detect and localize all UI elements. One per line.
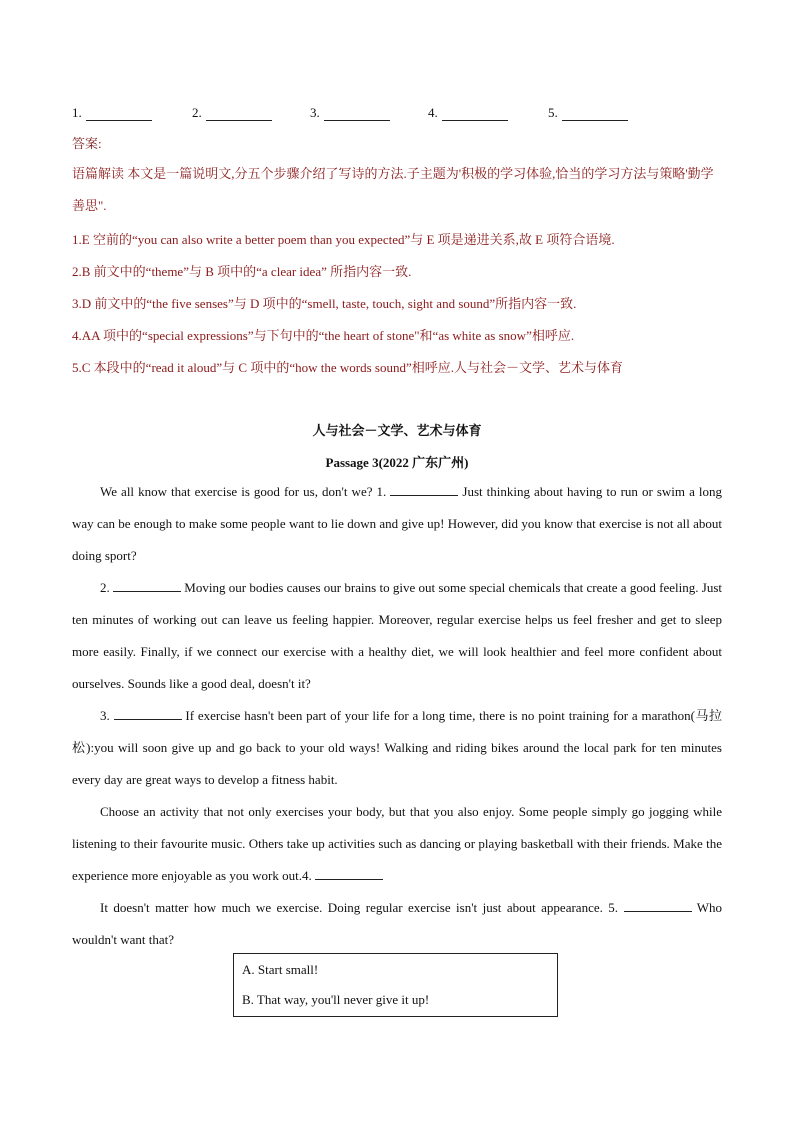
answer-blank-5[interactable] (548, 101, 658, 121)
blank-number: 3. (310, 105, 320, 120)
answer-blank-3[interactable] (310, 101, 428, 121)
options-box (233, 953, 558, 1017)
paragraph-3 (72, 700, 722, 796)
answer-blank-2[interactable] (192, 101, 310, 121)
answer-blanks-row (72, 101, 722, 121)
blank-2-line[interactable] (113, 578, 181, 592)
paragraph-2 (72, 572, 722, 700)
paragraph-text: It doesn't matter how much we exercise. Doing regular exercise isn't just about appearance. 5. (100, 900, 619, 915)
blank-line (86, 106, 152, 121)
blank-number: 4. (428, 105, 438, 120)
answer-blank-4[interactable] (428, 101, 548, 121)
paragraph-text: 2. (100, 580, 110, 595)
option-b[interactable]: B. That way, you'll never give it up! (242, 992, 430, 1007)
blank-line (324, 106, 390, 121)
paragraph-text: Who wouldn't want that? (72, 900, 722, 947)
paragraph-5 (72, 892, 722, 956)
section-title: 人与社会－文学、艺术与体育 (312, 423, 482, 438)
paragraph-4 (72, 796, 722, 892)
passage-body (72, 476, 722, 956)
paragraph-text: If exercise hasn't been part of your life for a long time, there is no point training for a marathon(马拉松):you will soon give up and go back to your old ways! Walking and riding bikes around the local park for ten minutes every day are great ways to develop a fitness habit. (72, 708, 723, 787)
passage-title: Passage 3(2022 广东广州) (325, 455, 469, 470)
answer-list (72, 224, 722, 384)
answer-item-3: 3.D 前文中的“the five senses”与 D 项中的“smell, taste, touch, sight and sound”所指内容一致. (72, 296, 577, 311)
blank-line (206, 106, 272, 121)
answer-item-5: 5.C 本段中的“read it aloud”与 C 项中的“how the words sound”相呼应.人与社会－文学、艺术与体育 (72, 360, 624, 375)
blank-line (442, 106, 508, 121)
paragraph-1 (72, 476, 722, 572)
passage-explanation: 语篇解读 本文是一篇说明文,分五个步骤介绍了写诗的方法.子主题为'积极的学习体验,恰当的学习方法与策略'勤学善思". (72, 166, 714, 213)
answer-label: 答案: (72, 136, 102, 151)
paragraph-text: Moving our bodies causes our brains to give out some special chemicals that create a good feeling. Just ten minutes of working out can leave us feeling happier. Moreover, regular exercise helps us feel fresher and get to sleep more easily. Finally, if we connect our exercise with a healthy diet, we will look healthier and feel more confident about ourselves. Sounds like a good deal, doesn't it? (72, 580, 722, 691)
blank-5-line[interactable] (624, 898, 692, 912)
answer-item-4: 4.AA 项中的“special expressions”与下句中的“the heart of stone"和“as white as snow”相呼应. (72, 328, 575, 343)
paragraph-text: We all know that exercise is good for us, don't we? 1. (100, 484, 387, 499)
answer-item-1: 1.E 空前的“you can also write a better poem than you expected”与 E 项是递进关系,故 E 项符合语境. (72, 232, 615, 247)
blank-4-line[interactable] (315, 866, 383, 880)
blank-1-line[interactable] (390, 482, 458, 496)
blank-line (562, 106, 628, 121)
paragraph-text: Choose an activity that not only exercises your body, but that you also enjoy. Some people simply go jogging while listening to their favourite music. Others take up activities such as dancing or playing basketball with their friends. Make the experience more enjoyable as you work out.4. (72, 804, 722, 883)
answer-item-2: 2.B 前文中的“theme”与 B 项中的“a clear idea” 所指内容一致. (72, 264, 412, 279)
blank-number: 5. (548, 105, 558, 120)
option-a[interactable]: A. Start small! (242, 962, 319, 977)
blank-number: 1. (72, 105, 82, 120)
blank-number: 2. (192, 105, 202, 120)
blank-3-line[interactable] (114, 706, 182, 720)
paragraph-text: Just thinking about having to run or swim a long way can be enough to make some people want to lie down and give up! However, did you know that exercise is not all about doing sport? (72, 484, 722, 563)
answer-blank-1[interactable] (72, 101, 192, 121)
paragraph-text: 3. (100, 708, 110, 723)
